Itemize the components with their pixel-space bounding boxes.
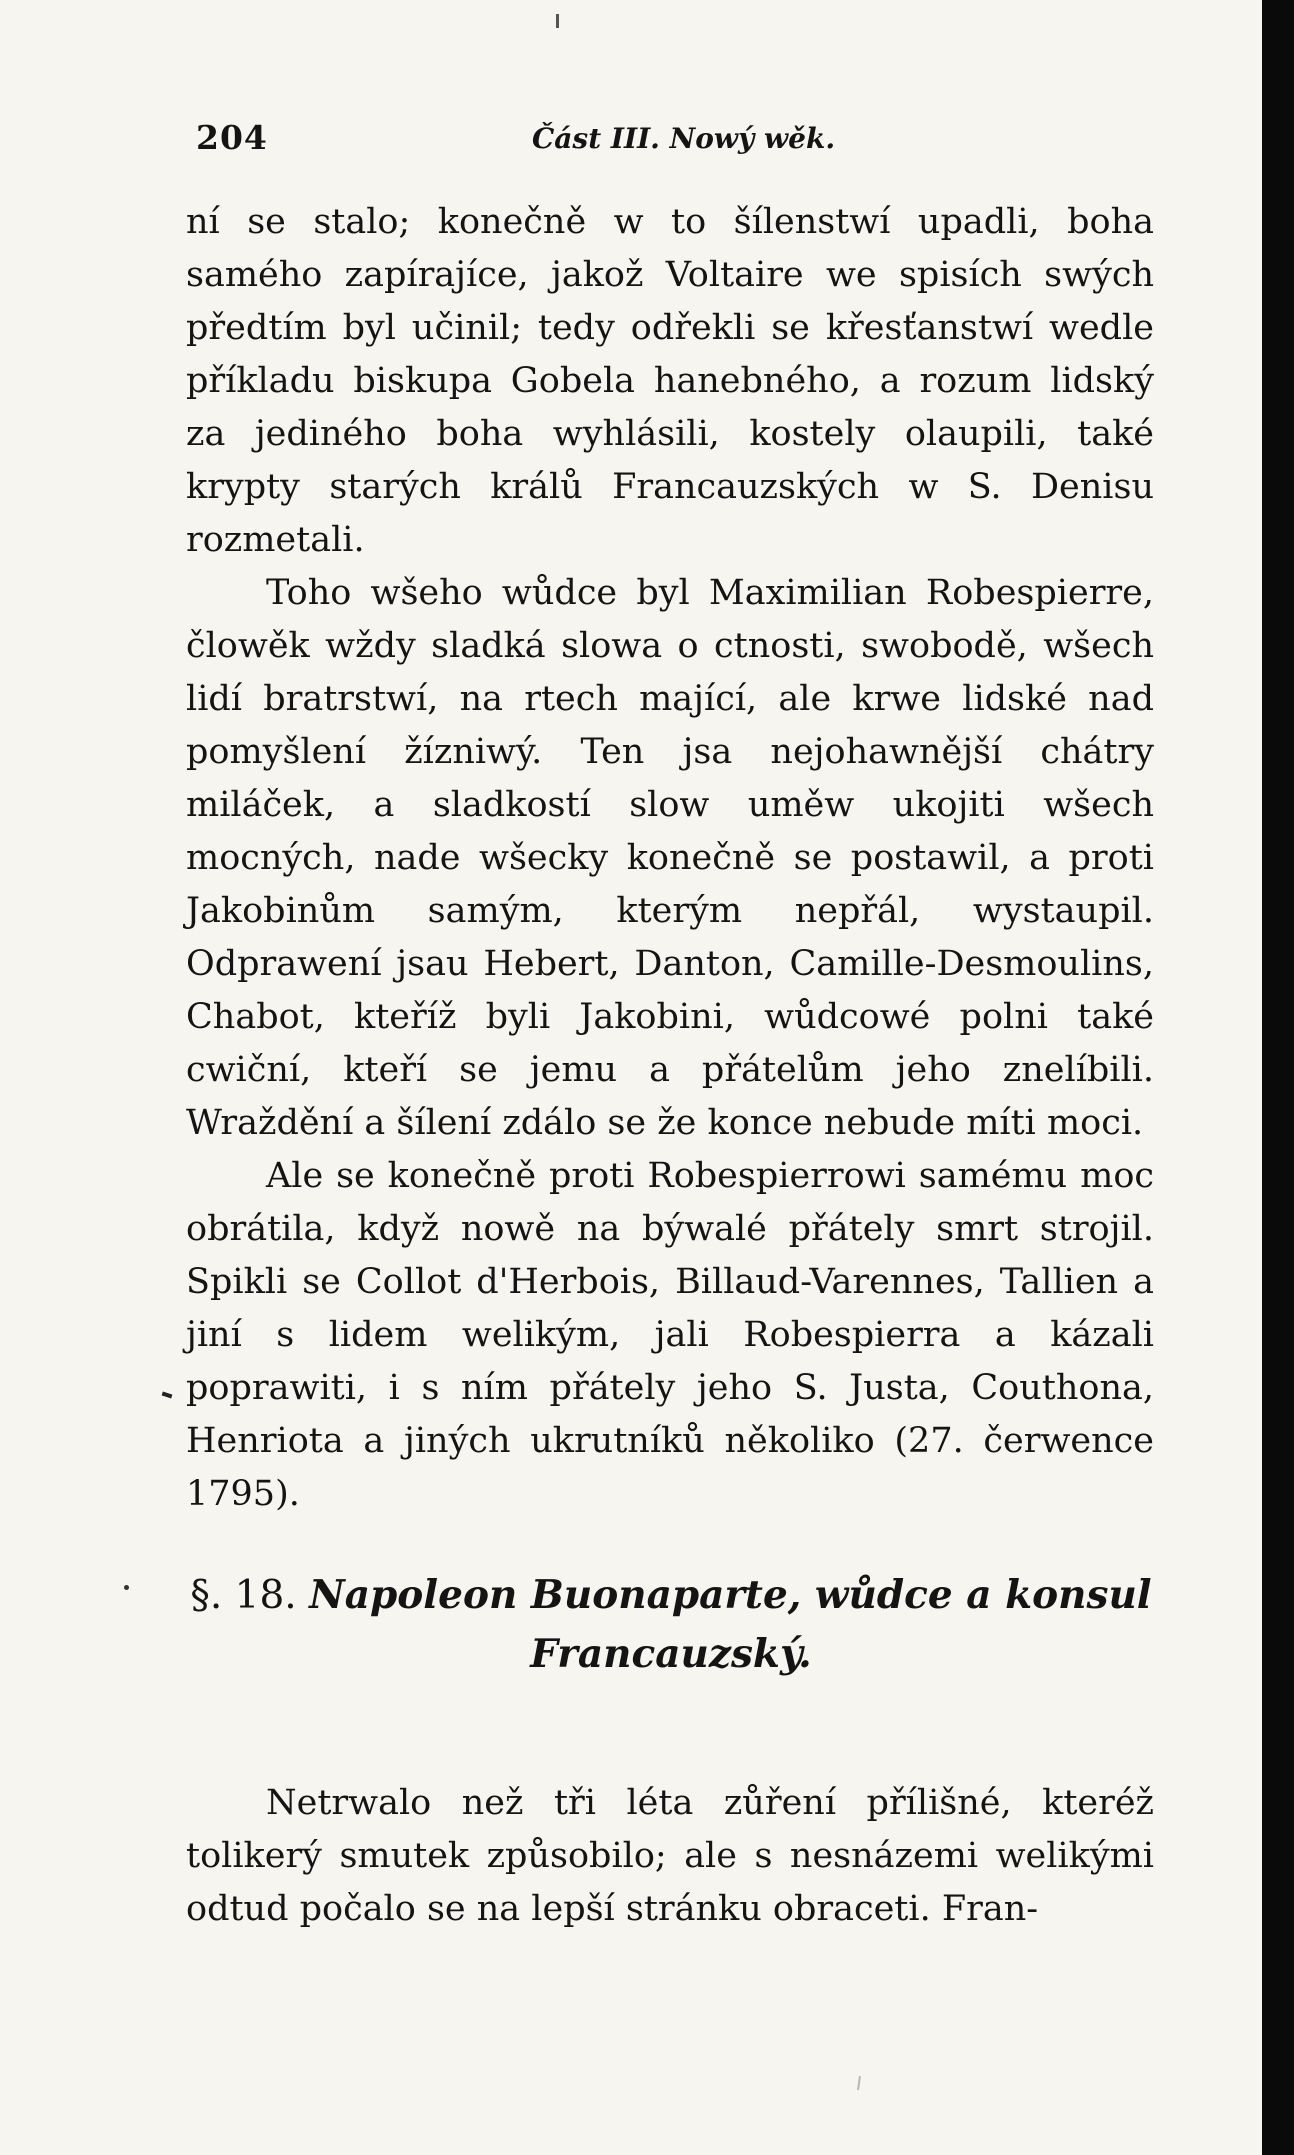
section-text xyxy=(186,1777,1154,1936)
main-text xyxy=(186,196,1154,1521)
running-head xyxy=(196,118,1156,158)
section-title: Napoleon Buonaparte, wůdce a konsul Francauzský. xyxy=(309,1572,1152,1677)
margin-dash-mark xyxy=(162,1392,173,1399)
section-number: §. 18. xyxy=(190,1573,297,1618)
scan-mark-bottom xyxy=(857,2076,861,2090)
running-title: Část III. Nowý wěk. xyxy=(532,122,836,155)
page-number: 204 xyxy=(196,118,268,157)
paragraph-after-heading: Netrwalo než tři léta zůření přílišné, kteréž tolikerý smutek způsobilo; ale s nesnázemi welikými odtud počalo se na lepší stránku obraceti. Fran- xyxy=(186,1783,1154,1929)
margin-dot-mark xyxy=(124,1585,129,1590)
scan-edge xyxy=(1262,0,1294,2155)
paragraph-2: Toho wšeho wůdce byl Maximilian Robespierre, člowěk wždy sladká slowa o ctnosti, swobodě, wšech lidí bratrstwí, na rtech mající, ale krwe lidské nad pomyšlení žízniwý. Ten jsa nejohawnější chátry miláček, a sladkostí slow uměw ukojiti wšech mocných, nade wšecky konečně se postawil, a proti Jakobinům samým, kterým nepřál, wystaupil. Odprawení jsau Hebert, Danton, Camille-Desmoulins, Chabot, kteříž byli Jakobini, wůdcowé polni také cwiční, kteří se jemu a přátelům jeho znelíbili. Wraždění a šílení zdálo se že konce nebude míti moci. xyxy=(186,573,1154,1143)
section-heading xyxy=(176,1566,1166,1684)
paragraph-1: ní se stalo; konečně w to šílenstwí upadli, boha samého zapírajíce, jakož Voltaire we spisích swých předtím byl učinil; tedy odřekli se křesťanstwí wedle příkladu biskupa Gobela hanebného, a rozum lidský za jediného boha wyhlásili, kostely olaupili, také krypty starých králů Francauzských w S. Denisu rozmetali. xyxy=(186,202,1154,560)
paragraph-3: Ale se konečně proti Robespierrowi samému moc obrátila, když nowě na býwalé přátely smrt strojil. Spikli se Collot d'Herbois, Billaud-Varennes, Tallien a jiní s lidem welikým, jali Robespierra a kázali poprawiti, i s ním přátely jeho S. Justa, Couthona, Henriota a jiných ukrutníků několiko (27. čerwence 1795). xyxy=(186,1156,1154,1514)
scan-mark-top xyxy=(556,14,559,28)
